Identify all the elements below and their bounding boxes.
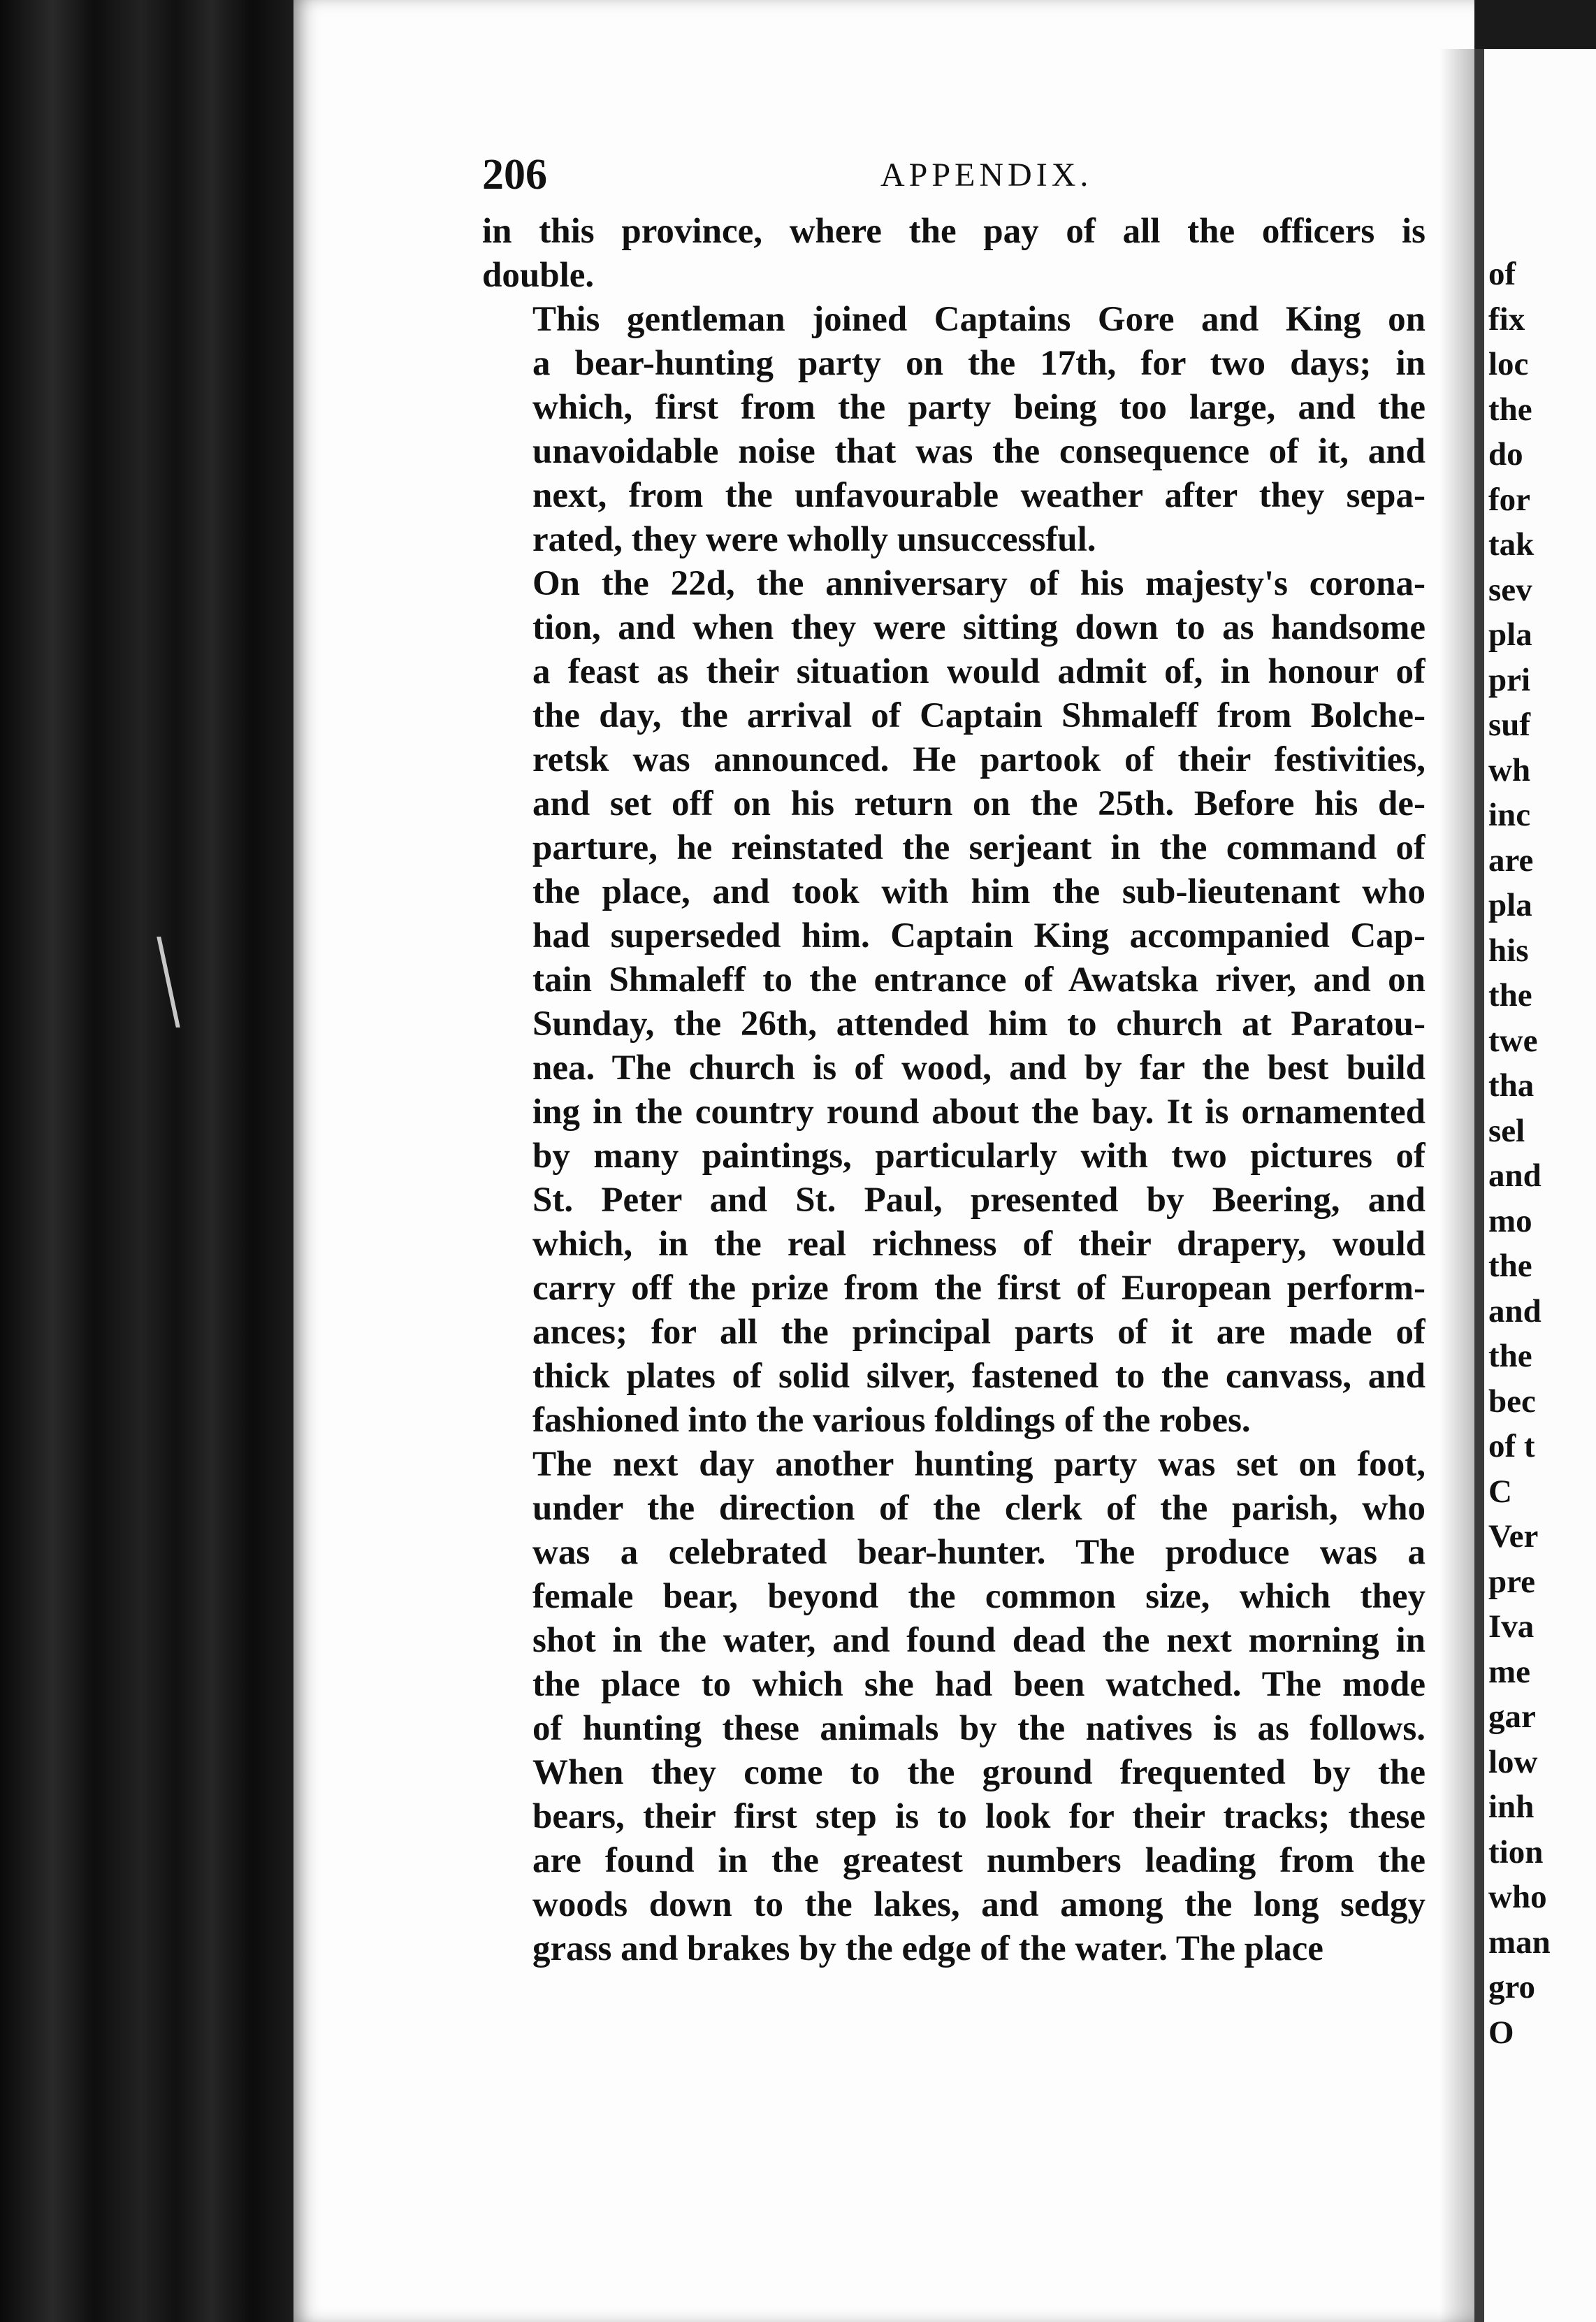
text-line: are found in the greatest numbers leading from the: [532, 1841, 1425, 1880]
text-line: tain Shmaleff to the entrance of Awatska river, and on: [532, 960, 1425, 1000]
facing-page-fragment: gar: [1488, 1699, 1536, 1735]
facing-page-fragment: tak: [1488, 526, 1535, 563]
facing-page-fragment: O: [1488, 2014, 1514, 2051]
facing-page-fragment: low: [1488, 1743, 1538, 1780]
facing-page-fragment: who: [1488, 1879, 1547, 1915]
facing-page-fragment: mo: [1488, 1202, 1532, 1239]
text-line: female bear, beyond the common size, which they: [532, 1577, 1425, 1616]
facing-page-fragment: tha: [1488, 1067, 1535, 1104]
text-line: a feast as their situation would admit of, in honour of: [532, 652, 1425, 691]
facing-page-fragment: tion: [1488, 1833, 1544, 1870]
text-line: parture, he reinstated the serjeant in the command of: [532, 828, 1425, 867]
facing-page-fragment: pre: [1488, 1563, 1536, 1600]
text-line: next, from the unfavourable weather after they sepa-: [532, 476, 1425, 515]
text-line: ances; for all the principal parts of it are made of: [532, 1313, 1425, 1352]
text-line: On the 22d, the anniversary of his majesty's corona-: [532, 564, 1425, 603]
paragraph: [482, 1443, 1425, 1971]
facing-page-fragment: the: [1488, 977, 1532, 1014]
facing-page-fragment: pri: [1488, 661, 1531, 698]
facing-page-fragment: the: [1488, 1248, 1532, 1284]
facing-page-fragment: are: [1488, 842, 1534, 879]
running-head: APPENDIX.: [880, 157, 1093, 194]
text-line: by many paintings, particularly with two pictures of: [532, 1137, 1425, 1176]
page-body-text: [482, 210, 1425, 1971]
facing-page-fragment: for: [1488, 481, 1531, 518]
page-number: 206: [482, 151, 547, 199]
paragraph: [482, 210, 1425, 298]
facing-page-fragment: the: [1488, 391, 1532, 428]
text-line: retsk was announced. He partook of their festivities,: [532, 740, 1425, 779]
text-line: nea. The church is of wood, and by far the best build: [532, 1048, 1425, 1088]
facing-page-fragment: of t: [1488, 1428, 1535, 1464]
facing-page-fragments: [1484, 252, 1551, 2055]
text-line: in this province, where the pay of all the officers is: [482, 212, 1425, 251]
text-line: shot in the water, and found dead the next morning in: [532, 1621, 1425, 1660]
text-line: had superseded him. Captain King accompanied Cap-: [532, 916, 1425, 956]
facing-page-fragment: bec: [1488, 1383, 1536, 1420]
page-header: [482, 150, 1439, 199]
facing-page-fragment: sev: [1488, 571, 1532, 608]
text-line: under the direction of the clerk of the parish, who: [532, 1489, 1425, 1528]
text-line: St. Peter and St. Paul, presented by Beering, and: [532, 1181, 1425, 1220]
text-line: which, in the real richness of their drapery, would: [532, 1225, 1425, 1264]
paragraph: [482, 562, 1425, 1443]
text-line: carry off the prize from the first of European perform-: [532, 1269, 1425, 1308]
facing-page-fragment: do: [1488, 436, 1523, 473]
facing-page-fragment: Ver: [1488, 1518, 1539, 1555]
text-line: grass and brakes by the edge of the water. The place: [532, 1929, 1323, 1968]
facing-page-fragment: loc: [1488, 346, 1529, 382]
facing-page-fragment: pla: [1488, 887, 1532, 923]
text-line: was a celebrated bear-hunter. The produce was a: [532, 1533, 1425, 1572]
text-line: ing in the country round about the bay. It is ornamented: [532, 1093, 1425, 1132]
facing-page-fragment: wh: [1488, 751, 1531, 788]
text-line: tion, and when they were sitting down to as handsome: [532, 608, 1425, 647]
text-line: rated, they were wholly unsuccessful.: [532, 520, 1096, 559]
text-line: the place to which she had been watched. The mode: [532, 1665, 1425, 1704]
facing-page-fragment: sel: [1488, 1112, 1525, 1149]
facing-page-fragment: pla: [1488, 616, 1532, 653]
facing-page-fragment: me: [1488, 1653, 1531, 1690]
text-line: This gentleman joined Captains Gore and King on: [532, 300, 1425, 339]
text-line: unavoidable noise that was the consequence of it, and: [532, 432, 1425, 471]
facing-page-fragment: inh: [1488, 1789, 1535, 1825]
facing-page-fragment: the: [1488, 1338, 1532, 1374]
text-line: the place, and took with him the sub-lieutenant who: [532, 872, 1425, 911]
paragraph: [482, 298, 1425, 562]
facing-page-fragment: and: [1488, 1158, 1541, 1194]
text-line: double.: [482, 256, 595, 295]
text-line: thick plates of solid silver, fastened to the canvass, and: [532, 1357, 1425, 1396]
facing-page-fragment: his: [1488, 932, 1529, 969]
facing-page-edge: [1474, 49, 1596, 2322]
text-line: a bear-hunting party on the 17th, for two days; in: [532, 344, 1425, 383]
facing-page-fragment: of: [1488, 256, 1516, 292]
text-line: of hunting these animals by the natives is as follows.: [532, 1709, 1425, 1748]
facing-page-fragment: and: [1488, 1292, 1541, 1329]
book-binding: [0, 0, 293, 2322]
text-line: woods down to the lakes, and among the long sedgy: [532, 1885, 1425, 1924]
facing-page-fragment: gro: [1488, 1969, 1536, 2005]
text-line: the day, the arrival of Captain Shmaleff from Bolche-: [532, 696, 1425, 735]
facing-page-fragment: twe: [1488, 1022, 1538, 1059]
text-line: Sunday, the 26th, attended him to church at Paratou-: [532, 1004, 1425, 1044]
facing-page-fragment: man: [1488, 1924, 1551, 1961]
text-line: and set off on his return on the 25th. Before his de-: [532, 784, 1425, 823]
facing-page-fragment: inc: [1488, 797, 1531, 833]
binding-thread-mark: [157, 937, 215, 1027]
text-line: which, first from the party being too large, and the: [532, 388, 1425, 427]
text-line: fashioned into the various foldings of the robes.: [532, 1401, 1251, 1440]
facing-page-fragment: Iva: [1488, 1608, 1535, 1645]
facing-page-fragment: suf: [1488, 707, 1531, 743]
facing-page-fragment: fix: [1488, 301, 1525, 338]
text-line: The next day another hunting party was set on foot,: [532, 1445, 1425, 1484]
text-line: When they come to the ground frequented by the: [532, 1753, 1425, 1792]
facing-page-fragment: C: [1488, 1473, 1512, 1510]
text-line: bears, their first step is to look for their tracks; these: [532, 1797, 1425, 1836]
page-gutter-shadow: [1439, 49, 1474, 2322]
